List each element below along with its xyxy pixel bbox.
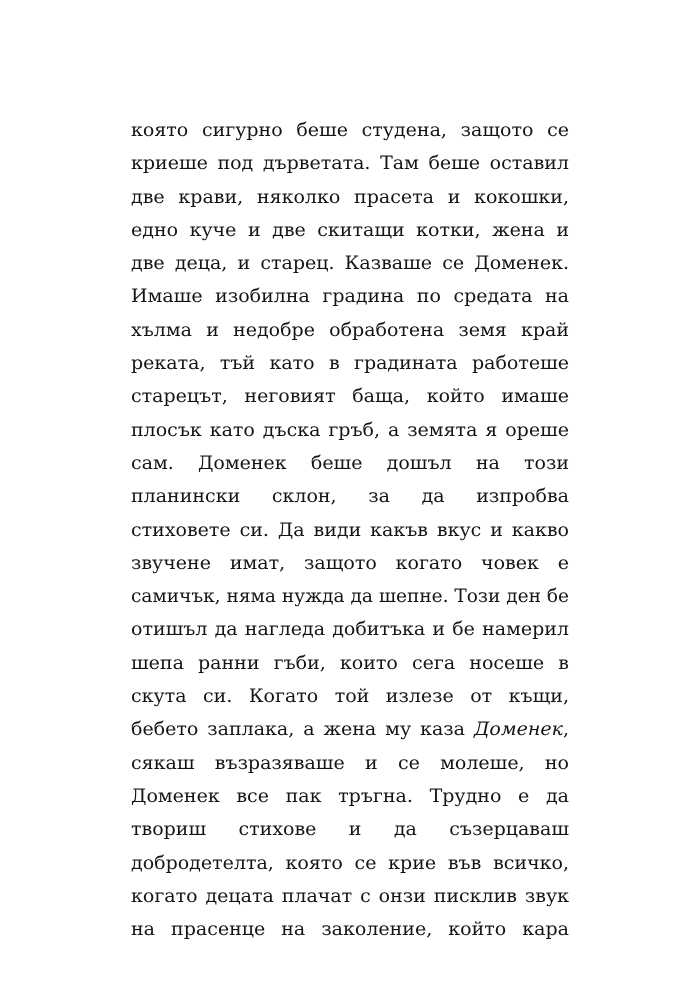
text-line: Имаше изобилна градина по средата на bbox=[131, 285, 569, 308]
text-line: две деца, и старец. Казваше се Доменек. bbox=[131, 252, 569, 275]
text-line: Доменек все пак тръгна. Трудно е да bbox=[131, 784, 569, 807]
text-line: старецът, неговият баща, който имаше bbox=[131, 385, 569, 408]
text-line: сякаш възразяваше и се молеше, но bbox=[131, 751, 569, 774]
text-line: самичък, няма нужда да шепне. Този ден бе bbox=[131, 586, 569, 608]
text-line: когато децата плачат с онзи писклив звук bbox=[131, 884, 569, 907]
text-line: която сигурно беше студена, защото се bbox=[131, 119, 569, 141]
text-line: добродетелта, която се крие във всичко, bbox=[131, 851, 569, 874]
text-segment: , bbox=[562, 718, 569, 741]
text-segment: бебето заплака, а жена му каза bbox=[131, 718, 474, 741]
text-line: едно куче и две скитащи котки, жена и bbox=[131, 218, 569, 241]
text-line: планински склон, за да изпробва bbox=[131, 485, 569, 508]
text-line: реката, тъй като в градината работеше bbox=[131, 352, 569, 375]
text-line: твориш стихове и да съзерцаваш bbox=[131, 818, 569, 841]
text-line: сам. Доменек беше дошъл на този bbox=[131, 451, 569, 474]
text-line: хълма и недобре обработена земя край bbox=[131, 318, 569, 341]
body-text bbox=[131, 114, 569, 946]
text-line: скута си. Когато той излезе от къщи, bbox=[131, 685, 569, 708]
text-line: отишъл да нагледа добитъка и бе намерил bbox=[131, 618, 569, 641]
text-line: звучене имат, защото когато човек е bbox=[131, 551, 569, 574]
text-line: на прасенце на заколение, който кара bbox=[131, 918, 569, 941]
text-line-with-italic bbox=[131, 713, 569, 746]
text-line: плосък като дъска гръб, а земята я ореше bbox=[131, 418, 569, 441]
text-line: стиховете си. Да види какъв вкус и какво bbox=[131, 518, 569, 541]
text-line: две крави, няколко прасета и кокошки, bbox=[131, 185, 569, 208]
text-line: шепа ранни гъби, които сега носеше в bbox=[131, 651, 569, 674]
italic-name: Доменек bbox=[473, 718, 563, 741]
text-line: криеше под дърветата. Там беше оставил bbox=[131, 152, 569, 175]
